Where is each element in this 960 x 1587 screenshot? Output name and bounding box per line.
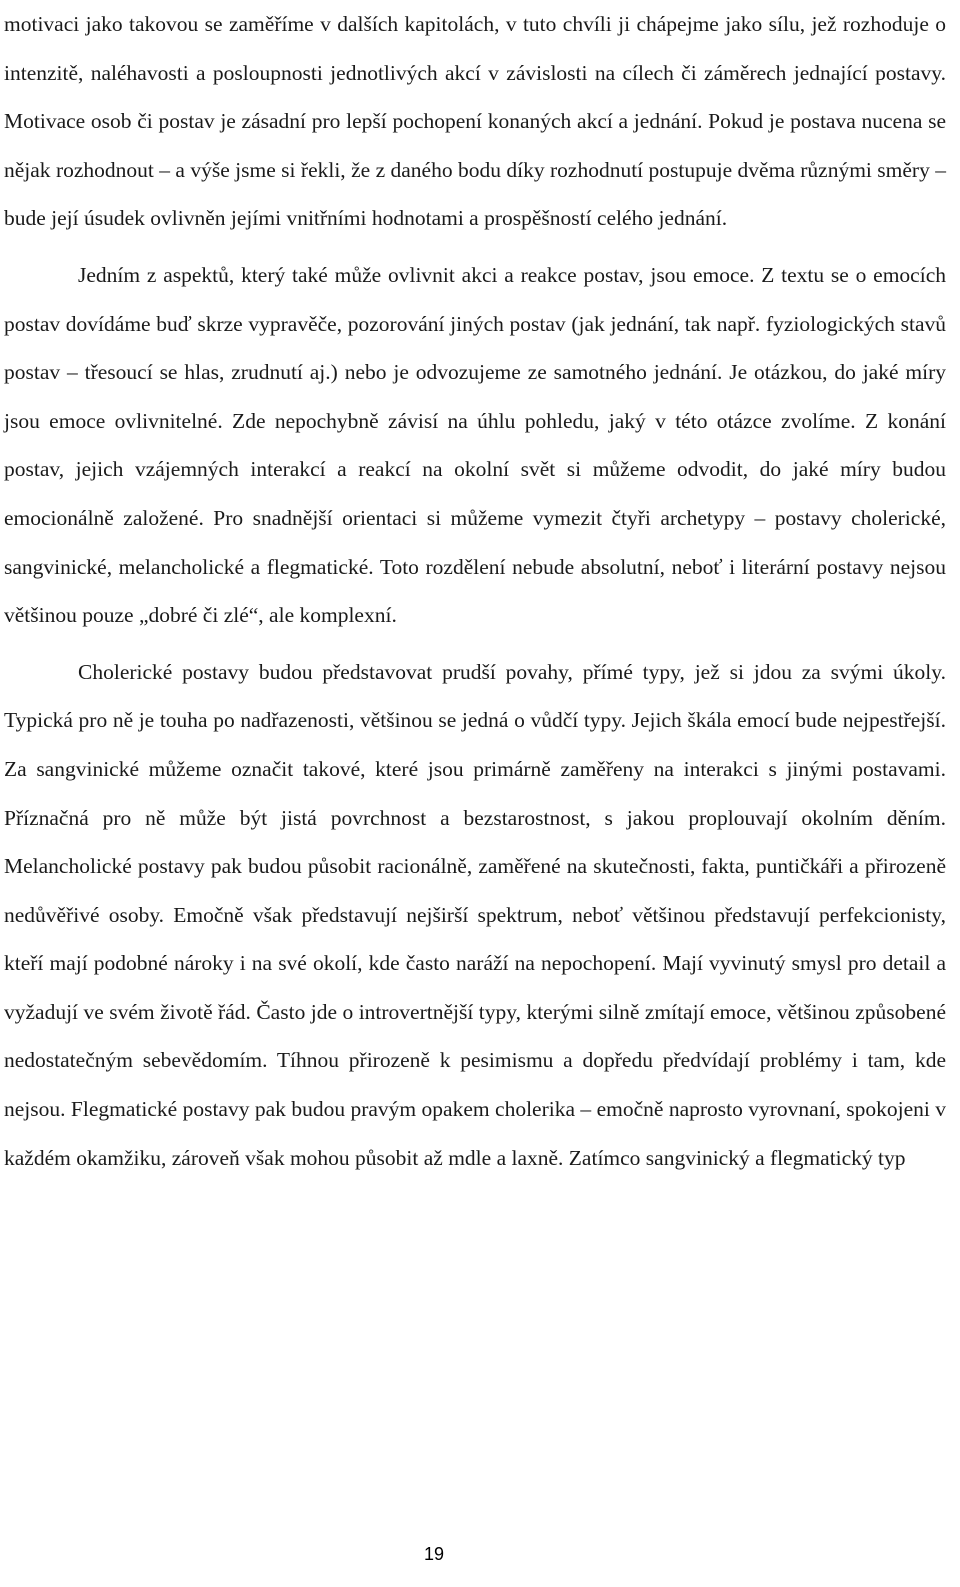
body-text [4,0,946,1182]
paragraph-2: Jedním z aspektů, který také může ovlivnit akci a reakce postav, jsou emoce. Z textu se o emocích postav dovídáme buď skrze vypravěče, pozorování jiných postav (jak jednání, tak např. fyziologických stavů postav – třesoucí se hlas, zrudnutí aj.) nebo je odvozujeme ze samotného jednání. Je otázkou, do jaké míry jsou emoce ovlivnitelné. Zde nepochybně závisí na úhlu pohledu, jaký v této otázce zvolíme. Z konání postav, jejich vzájemných interakcí a reakcí na okolní svět si můžeme odvodit, do jaké míry budou emocionálně založené. Pro snadnější orientaci si můžeme vymezit čtyři archetypy – postavy cholerické, sangvinické, melancholické a flegmatické. Toto rozdělení nebude absolutní, neboť i literární postavy nejsou většinou pouze „dobré či zlé“, ale komplexní. [4,262,946,628]
paragraph-3: Cholerické postavy budou představovat prudší povahy, přímé typy, jež si jdou za svými úkoly. Typická pro ně je touha po nadřazenosti, většinou se jedná o vůdčí typy. Jejich škála emocí bude nejpestřejší. Za sangvinické můžeme označit takové, které jsou primárně zaměřeny na interakci s jinými postavami. Příznačná pro ně může být jistá povrchnost a bezstarostnost, s jakou proplouvají okolním děním. Melancholické postavy pak budou působit racionálně, zaměřené na skutečnosti, fakta, puntičkáři a přirozeně nedůvěřivé osoby. Emočně však představují nejširší spektrum, neboť většinou představují perfekcionisty, kteří mají podobné nároky i na své okolí, kde často naráží na nepochopení. Mají vyvinutý smysl pro detail a vyžadují ve svém životě řád. Často jde o introvertnější typy, kterými silně zmítají emoce, většinou způsobené nedostatečným sebevědomím. Tíhnou přirozeně k pesimismu a dopředu předvídají problémy i tam, kde nejsou. Flegmatické postavy pak budou pravým opakem cholerika – emočně naprosto vyrovnaní, spokojeni v každém okamžiku, zároveň však mohou působit až mdle a laxně. Zatímco sangvinický a flegmatický typ [4,659,946,1170]
page-number: 19 [423,1544,445,1564]
paragraph-1: motivaci jako takovou se zaměříme v dalších kapitolách, v tuto chvíli ji chápejme jako sílu, jež rozhoduje o intenzitě, naléhavosti a posloupnosti jednotlivých akcí v závislosti na cílech či záměrech jednající postavy. Motivace osob či postav je zásadní pro lepší pochopení konaných akcí a jednání. Pokud je postava nucena se nějak rozhodnout – a výše jsme si řekli, že z daného bodu díky rozhodnutí postupuje dvěma různými směry – bude její úsudek ovlivněn jejími vnitřními hodnotami a prospěšností celého jednání. [4,12,946,231]
